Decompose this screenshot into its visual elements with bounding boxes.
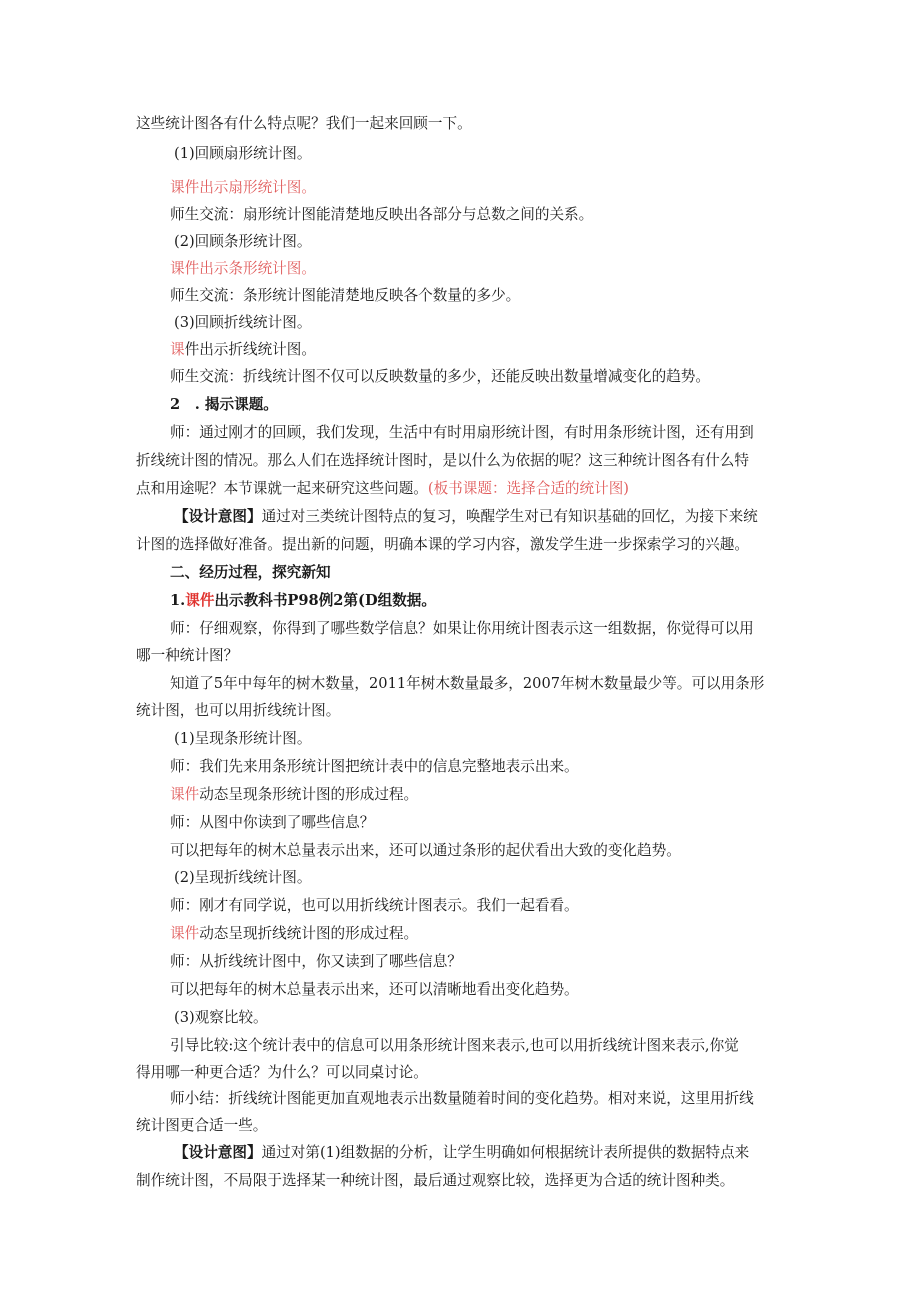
paragraph-line: 这些统计图各有什么特点呢？我们一起来回顾一下。	[136, 115, 472, 132]
courseware-note: 课件出示折线统计图。	[170, 341, 316, 358]
paragraph-line: 统计图，也可以用折线统计图。	[136, 702, 341, 719]
paragraph-line: 师小结：折线统计图能更加直观地表示出数量随着时间的变化趋势。相对来说，这里用折线	[170, 1090, 754, 1107]
paragraph-line: 哪一种统计图？	[136, 647, 239, 664]
paragraph-line: 师生交流：扇形统计图能清楚地反映出各部分与总数之间的关系。	[170, 206, 594, 223]
paragraph-line: 统计图更合适一些。	[136, 1117, 268, 1134]
paragraph-line: 师：我们先来用条形统计图把统计表中的信息完整地表示出来。	[170, 758, 579, 775]
courseware-note: 课件动态呈现条形统计图的形成过程。	[170, 786, 419, 803]
board-title-note: (板书课题：选择合适的统计图)	[427, 480, 629, 497]
paragraph-line: 师：从折线统计图中，你又读到了哪些信息？	[170, 953, 462, 970]
paragraph-line: 师：刚才有同学说，也可以用折线统计图表示。我们一起看看。	[170, 897, 579, 914]
courseware-note: 课件出示扇形统计图。	[170, 179, 316, 196]
paragraph-line: 师：从图中你读到了哪些信息？	[170, 814, 375, 831]
section-heading: (1)回顾扇形统计图。	[174, 145, 312, 162]
section-heading: (1)呈现条形统计图。	[174, 730, 312, 747]
paragraph-line: 知道了5年中每年的树木数量，2011年树木数量最多，2007年树木数量最少等。可以用条形	[170, 675, 765, 692]
section-heading: (2)呈现折线统计图。	[174, 869, 312, 886]
section-heading: 二、经历过程，探究新知	[170, 564, 331, 581]
design-intent: 【设计意图】通过对第(1)组数据的分析，让学生明确如何根据统计表所提供的数据特点来	[174, 1144, 750, 1161]
paragraph-line: 计图的选择做好准备。提出新的问题，明确本课的学习内容，激发学生进一步探索学习的兴趣。	[136, 536, 749, 553]
paragraph-line: 师生交流：条形统计图能清楚地反映各个数量的多少。	[170, 287, 521, 304]
paragraph-line: 师：通过刚才的回顾，我们发现，生活中有时用扇形统计图，有时用条形统计图，还有用到	[170, 424, 754, 441]
paragraph-line: 师生交流：折线统计图不仅可以反映数量的多少，还能反映出数量增减变化的趋势。	[170, 368, 710, 385]
paragraph-line: 师：仔细观察，你得到了哪些数学信息？如果让你用统计图表示这一组数据，你觉得可以用	[170, 620, 754, 637]
section-heading: 2 . 揭示课题。	[170, 396, 278, 413]
paragraph-line: 得用哪一种更合适？为什么？可以同桌讨论。	[136, 1064, 428, 1081]
section-heading: (3)回顾折线统计图。	[174, 314, 312, 331]
paragraph-line: 制作统计图，不局限于选择某一种统计图，最后通过观察比较，选择更为合适的统计图种类。	[136, 1172, 735, 1189]
paragraph-line: 可以把每年的树木总量表示出来，还可以通过条形的起伏看出大致的变化趋势。	[170, 842, 681, 859]
section-heading: 1.课件出示教科书P98例2第(D组数据。	[170, 592, 436, 609]
design-intent: 【设计意图】通过对三类统计图特点的复习，唤醒学生对已有知识基础的回忆，为接下来统	[174, 508, 758, 525]
section-heading: (3)观察比较。	[174, 1009, 268, 1026]
paragraph-line: 点和用途呢？本节课就一起来研究这些问题。(板书课题：选择合适的统计图)	[136, 480, 629, 497]
paragraph-line: 折线统计图的情况。那么人们在选择统计图时，是以什么为依据的呢？这三种统计图各有什么特	[136, 452, 749, 469]
paragraph-line: 可以把每年的树木总量表示出来，还可以清晰地看出变化趋势。	[170, 981, 579, 998]
courseware-note: 课件出示条形统计图。	[170, 260, 316, 277]
paragraph-line: 引导比较:这个统计表中的信息可以用条形统计图来表示,也可以用折线统计图来表示,你觉	[170, 1037, 739, 1054]
section-heading: (2)回顾条形统计图。	[174, 233, 312, 250]
courseware-note: 课件动态呈现折线统计图的形成过程。	[170, 925, 419, 942]
